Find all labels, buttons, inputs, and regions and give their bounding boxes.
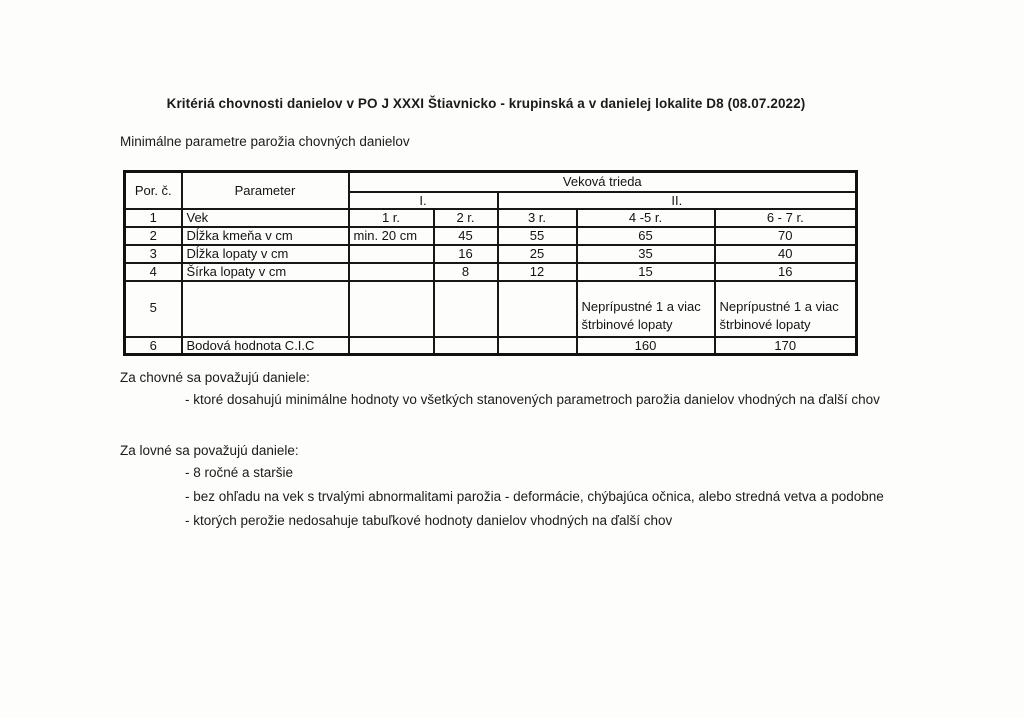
cell-value [349, 337, 434, 355]
cell-value: 8 [434, 263, 498, 281]
cell-value: 25 [498, 245, 577, 263]
cell-parameter: Dĺžka lopaty v cm [182, 245, 349, 263]
cell-value: 4 -5 r. [577, 209, 715, 227]
cell-value: 55 [498, 227, 577, 245]
cell-value: 12 [498, 263, 577, 281]
criteria-table-container [123, 170, 858, 356]
cell-value [349, 245, 434, 263]
table-row [125, 337, 857, 355]
breeding-criteria-section [120, 370, 940, 409]
cell-value: 160 [577, 337, 715, 355]
cell-value [434, 337, 498, 355]
cell-parameter: Dĺžka kmeňa v cm [182, 227, 349, 245]
table-caption: Minimálne parametre parožia chovných danielov [120, 134, 410, 149]
document-title: Kritériá chovnosti danielov v PO J XXXI Štiavnicko - krupinská a v danielej lokalite D8 (08.07.2022) [166, 96, 806, 111]
table-row [125, 209, 857, 227]
criteria-table [123, 170, 858, 356]
cell-value [498, 281, 577, 337]
cell-parameter: Bodová hodnota C.I.C [182, 337, 349, 355]
cell-value: 2 r. [434, 209, 498, 227]
cell-value [349, 281, 434, 337]
table-row [125, 281, 857, 337]
cell-value: 16 [715, 263, 857, 281]
cell-value: 40 [715, 245, 857, 263]
cell-row-number: 5 [125, 281, 182, 337]
cell-value: 3 r. [498, 209, 577, 227]
cell-value: 70 [715, 227, 857, 245]
cell-value [498, 337, 577, 355]
header-cell-parameter: Parameter [182, 172, 349, 209]
header-cell-age-class: Veková trieda [349, 172, 857, 192]
cell-value [434, 281, 498, 337]
cell-value: 45 [434, 227, 498, 245]
section-heading: Za chovné sa považujú daniele: [120, 370, 310, 385]
cell-value: 65 [577, 227, 715, 245]
cell-value: 6 - 7 r. [715, 209, 857, 227]
bullet-line: - 8 ročné a staršie [185, 465, 294, 481]
section-heading: Za lovné sa považujú daniele: [120, 443, 299, 459]
cell-value: 170 [715, 337, 857, 355]
header-cell-number: Por. č. [125, 172, 182, 209]
header-cell-class-one: I. [349, 192, 498, 209]
cell-value: 15 [577, 263, 715, 281]
table-row [125, 245, 857, 263]
cell-row-number: 2 [125, 227, 182, 245]
cell-value: 35 [577, 245, 715, 263]
bullet-line: - ktorých perožie nedosahuje tabuľkové hodnoty danielov vhodných na ďalší chov [185, 513, 673, 529]
cell-parameter [182, 281, 349, 337]
header-cell-class-two: II. [498, 192, 857, 209]
cell-parameter: Šírka lopaty v cm [182, 263, 349, 281]
cell-value [349, 263, 434, 281]
cell-row-number: 3 [125, 245, 182, 263]
cell-value: 16 [434, 245, 498, 263]
hunting-criteria-section [120, 443, 940, 530]
cell-row-number: 6 [125, 337, 182, 355]
cell-value: min. 20 cm [349, 227, 434, 245]
cell-value: Neprípustné 1 a viac štrbinové lopaty [577, 281, 715, 337]
cell-parameter: Vek [182, 209, 349, 227]
table-row [125, 263, 857, 281]
table-row [125, 227, 857, 245]
bullet-line: - bez ohľadu na vek s trvalými abnormalitami parožia - deformácie, chýbajúca očnica, alebo stredná vetva a podobne [185, 489, 884, 505]
cell-value: 1 r. [349, 209, 434, 227]
bullet-line: - ktoré dosahujú minimálne hodnoty vo všetkých stanovených parametroch parožia danielov vhodných na ďalší chov [185, 392, 880, 407]
notes-area [120, 370, 940, 531]
cell-row-number: 1 [125, 209, 182, 227]
cell-row-number: 4 [125, 263, 182, 281]
cell-value: Neprípustné 1 a viac štrbinové lopaty [715, 281, 857, 337]
